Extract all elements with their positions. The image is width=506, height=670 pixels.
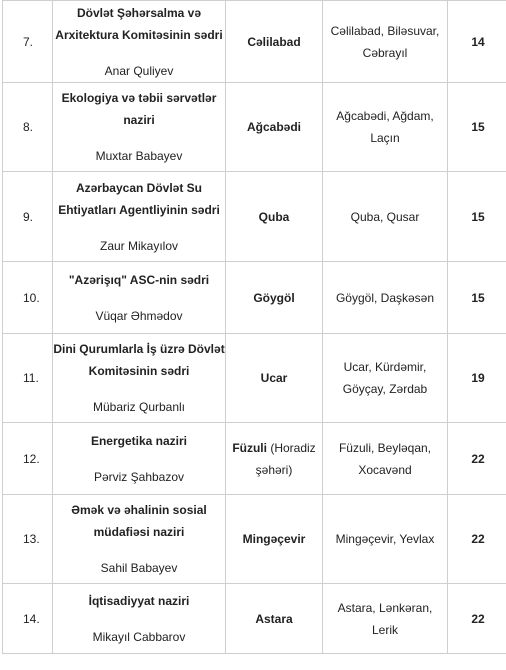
official-name: Sahil Babayev: [100, 561, 178, 575]
official-cell: [53, 172, 226, 262]
city-name: Ucar: [260, 371, 288, 385]
official-name: Muxtar Babayev: [95, 149, 183, 163]
official-name: Mikayıl Cabbarov: [92, 629, 186, 644]
official-name: Pərviz Şahbazov: [93, 469, 185, 484]
areas-cell: Quba, Qusar: [323, 172, 448, 262]
score-cell: 14: [448, 1, 506, 83]
city-name: Quba: [258, 209, 290, 224]
areas-cell: Ağcabədi, Ağdam, Laçın: [323, 83, 448, 172]
official-name: Anar Quliyev: [104, 63, 174, 78]
city-name: Mingəçevir: [242, 532, 306, 546]
row-number: 12.: [3, 423, 53, 495]
row-number: 10.: [3, 262, 53, 334]
city-name: Cəlilabad: [247, 34, 301, 49]
city-name: Göygöl: [253, 290, 295, 305]
areas-cell: Göygöl, Daşkəsən: [323, 262, 448, 334]
row-number: 13.: [3, 495, 53, 584]
officials-table: [2, 0, 506, 654]
table-row: [3, 495, 506, 584]
score-cell: 22: [448, 423, 506, 495]
city-name: Astara: [255, 611, 293, 626]
official-cell: [53, 83, 226, 172]
score-cell: 22: [448, 584, 506, 654]
score-cell: 15: [448, 172, 506, 262]
official-cell: [53, 584, 226, 654]
city-cell: [226, 172, 323, 262]
official-title: Dövlət Şəhərsalma və Arxitektura Komitəsinin sədri: [55, 5, 223, 42]
row-number: 7.: [3, 1, 53, 83]
areas-cell: Mingəçevir, Yevlax: [323, 495, 448, 584]
table-row: [3, 172, 506, 262]
official-cell: [53, 334, 226, 423]
city-cell: [226, 83, 323, 172]
official-cell: [53, 1, 226, 83]
official-name: Mübariz Qurbanlı: [92, 400, 186, 414]
city-cell: [226, 584, 323, 654]
row-number: 9.: [3, 172, 53, 262]
city-name: Ağcabədi: [246, 120, 301, 134]
official-title: Dini Qurumlarla İş üzrə Dövlət Komitəsinin sədri: [53, 342, 225, 378]
official-title: Əmək və əhalinin sosial müdafiəsi naziri: [71, 503, 207, 539]
official-name: Vüqar Əhmədov: [95, 308, 183, 323]
official-title: İqtisadiyyat naziri: [88, 593, 190, 608]
official-cell: [53, 423, 226, 495]
areas-cell: Ucar, Kürdəmir, Göyçay, Zərdab: [323, 334, 448, 423]
official-name: Zaur Mikayılov: [99, 238, 179, 253]
city-cell: [226, 334, 323, 423]
score-cell: 15: [448, 262, 506, 334]
table-row: [3, 83, 506, 172]
city-cell: [226, 262, 323, 334]
official-title: Ekologiya və təbii sərvətlər naziri: [61, 91, 217, 127]
row-number: 11.: [3, 334, 53, 423]
city-extra: (Horadiz şəhəri): [255, 440, 316, 477]
score-cell: 22: [448, 495, 506, 584]
table-row: [3, 334, 506, 423]
official-title: Energetika naziri: [90, 433, 188, 448]
official-cell: [53, 262, 226, 334]
areas-cell: Füzuli, Beyləqan, Xocavənd: [323, 423, 448, 495]
score-cell: 15: [448, 83, 506, 172]
city-cell: [226, 423, 323, 495]
city-name: Füzuli: [232, 440, 267, 455]
areas-cell: Astara, Lənkəran, Lerik: [323, 584, 448, 654]
official-cell: [53, 495, 226, 584]
table-row: [3, 1, 506, 83]
row-number: 8.: [3, 83, 53, 172]
row-number: 14.: [3, 584, 53, 654]
city-cell: [226, 1, 323, 83]
table-row: [3, 584, 506, 654]
table-row: [3, 423, 506, 495]
official-title: "Azərişıq" ASC-nin sədri: [68, 272, 210, 287]
city-cell: [226, 495, 323, 584]
areas-cell: Cəlilabad, Biləsuvar, Cəbrayıl: [323, 1, 448, 83]
score-cell: 19: [448, 334, 506, 423]
official-title: Azərbaycan Dövlət Su Ehtiyatları Agentliyinin sədri: [58, 180, 220, 217]
table-row: [3, 262, 506, 334]
